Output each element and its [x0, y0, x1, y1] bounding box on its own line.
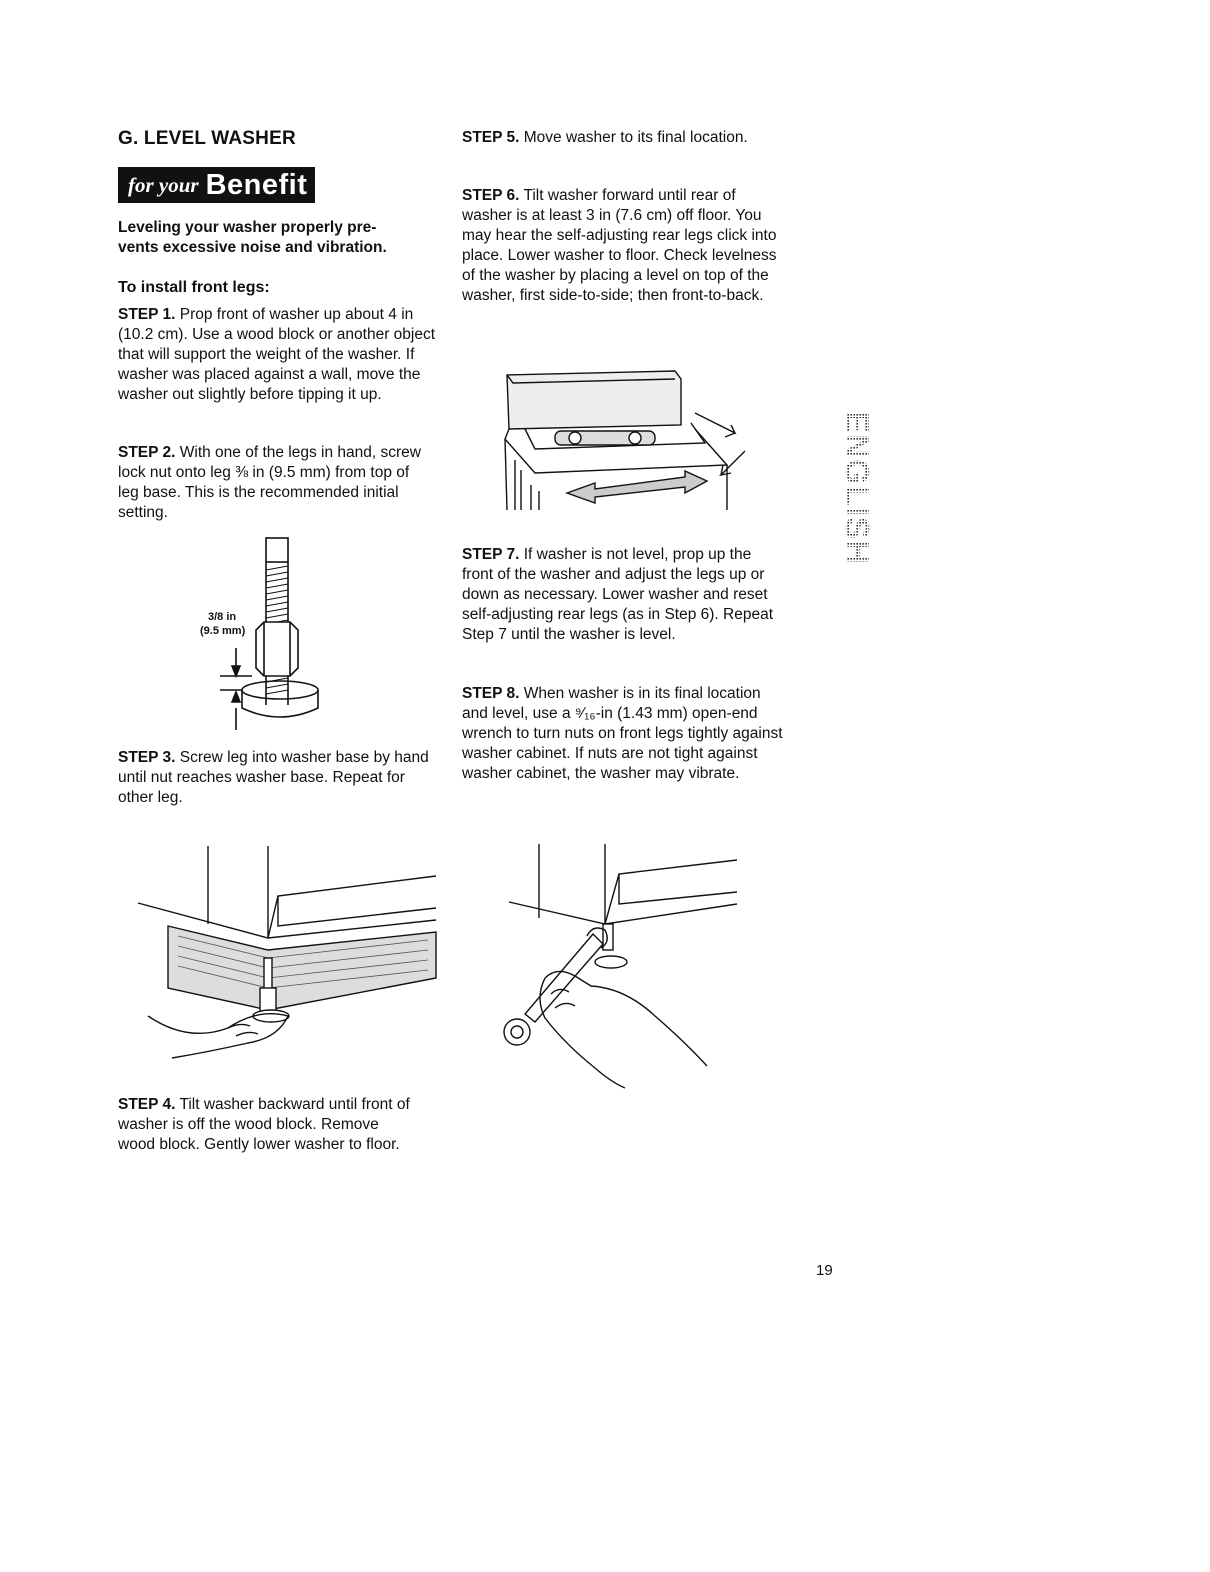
step-7-label: STEP 7.	[462, 546, 520, 563]
subheading: To install front legs:	[118, 279, 270, 296]
step-3	[118, 748, 438, 808]
language-side-tab	[816, 405, 876, 585]
step-5	[462, 128, 752, 148]
step-2	[118, 443, 428, 523]
washer-level-illustration	[495, 365, 770, 515]
step-4-text: Tilt washer backward until front of washer is off the wood block. Remove wood block. Gently lower washer to floor.	[118, 1096, 410, 1153]
wrench	[525, 934, 603, 1022]
step-4	[118, 1095, 418, 1155]
step-1-label: STEP 1.	[118, 306, 176, 323]
page-number: 19	[816, 1262, 833, 1279]
step-6-text: Tilt washer forward until rear of washer is at least 3 in (7.6 cm) off floor. You may hear the self-adjusting rear legs click into place. Lower washer to floor. Check levelness of the washer by placing a level on top of the washer, first side-to-side; then front-to-back.	[462, 187, 777, 304]
step-6	[462, 186, 780, 306]
step-3-label: STEP 3.	[118, 749, 176, 766]
step-2-text: With one of the legs in hand, screw lock nut onto leg ⅜ in (9.5 mm) from top of leg base. This is the recommended initial setting.	[118, 444, 421, 521]
lead-line-1: Leveling your washer properly pre-	[118, 219, 377, 236]
step-4-label: STEP 4.	[118, 1096, 176, 1113]
step-8	[462, 684, 787, 784]
step-3-text: Screw leg into washer base by hand until nut reaches washer base. Repeat for other leg.	[118, 749, 429, 806]
wood-block-illustration	[128, 838, 443, 1073]
step-2-label: STEP 2.	[118, 444, 176, 461]
leg-dimension-line-1: 3/8 in	[208, 611, 237, 623]
step-7-text: If washer is not level, prop up the front of the washer and adjust the legs up or down as necessary. Lower washer and reset self-adjusting rear legs (as in Step 6). Repeat Step 7 until the washer is level.	[462, 546, 774, 643]
lock-nut	[256, 622, 298, 676]
badge-prefix: for your	[128, 172, 199, 197]
badge-word: Benefit	[205, 168, 308, 201]
wrench-illustration	[495, 838, 745, 1093]
hand-holding-wrench	[545, 971, 707, 1066]
for-your-benefit-badge	[118, 167, 315, 203]
leg-dimension-line-2: (9.5 mm)	[200, 625, 246, 637]
lead-text	[118, 218, 448, 258]
step-8-label: STEP 8.	[462, 685, 520, 702]
step-6-label: STEP 6.	[462, 187, 520, 204]
leg-stem-top	[266, 538, 288, 562]
step-5-text: Move washer to its final location.	[523, 129, 748, 146]
leg-diagram	[180, 530, 340, 740]
lead-line-2: vents excessive noise and vibration.	[118, 239, 387, 256]
step-1	[118, 305, 436, 405]
step-5-label: STEP 5.	[462, 129, 520, 146]
side-to-side-arrow	[567, 471, 707, 503]
side-tab-text: ENGLISH	[839, 411, 876, 565]
leg-base	[242, 690, 318, 717]
section-title: G. LEVEL WASHER	[118, 128, 296, 149]
step-7	[462, 545, 777, 645]
step-1-text: Prop front of washer up about 4 in (10.2 cm). Use a wood block or another object that will support the weight of the washer. If washer was placed against a wall, move the washer out slightly before tipping it up.	[118, 306, 436, 403]
step-8-text: When washer is in its final location and level, use a ⁹⁄₁₆-in (1.43 mm) open-end wrench to turn nuts on front legs tightly against washer cabinet. If nuts are not tight against washer cabinet, the washer may vibrate.	[462, 685, 783, 782]
